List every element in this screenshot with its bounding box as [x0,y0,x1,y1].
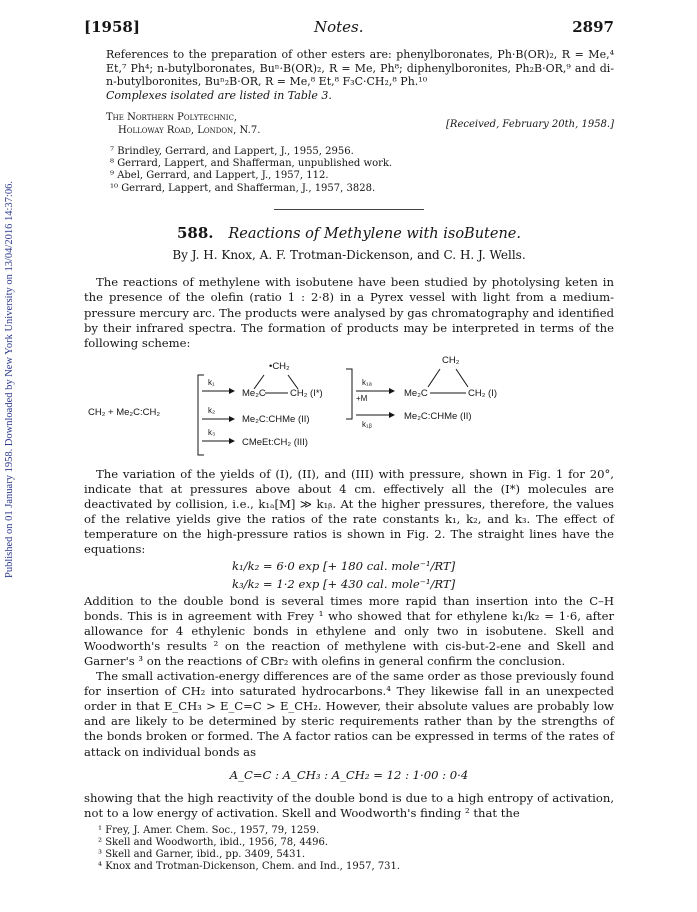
label-k1: k₁ [208,377,215,387]
address-block [84,112,614,137]
header-section: Notes. [314,18,364,36]
section-divider [274,209,424,210]
reaction-scheme-drawing [84,355,614,463]
scheme-brace-right [346,369,352,419]
article-number: 588. [177,224,214,243]
arrowhead-k2 [229,416,235,422]
address-line-2: Holloway Road, London, N.7. [118,124,261,136]
ring-left: Me₂C [242,387,266,399]
ring-top: •CH₂ [269,360,290,372]
address-line-1: The Northern Polytechnic, [106,112,238,124]
footnote-3: ³ Skell and Garner, ibid., pp. 3409, 5431. [98,848,306,860]
equation-2: k₃/k₂ = 1·2 exp [+ 430 cal. mole⁻¹/RT] [232,576,456,591]
ring2-bond-2 [456,369,468,387]
ring2-top: CH₂ [442,354,460,366]
paragraph-5: showing that the high reactivity of the double bond is due to a high entropy of activation, not to a low energy of activation. Skell and Woodworth's finding ² that the [84,790,614,820]
paragraph-1: The reactions of methylene with isobutene have been studied by photolysing keten in the presence of the olefin (ratio 1 : 2·8) in a Pyrex vessel with light from a medium-pressure mercury arc. The products were analysed by gas chromatography and identified by their infrared spectra. The formation of products may be interpreted in terms of the following scheme: [84,275,614,350]
received-date: [Received, February 20th, 1958.] [446,118,614,130]
preceding-note-text [84,48,614,102]
arrowhead-k3 [229,438,235,444]
article-body [84,275,614,821]
article-title [84,226,614,242]
download-watermark: Published on 01 January 1958. Downloaded by New York University on 13/04/2016 14:37:06. [4,181,15,579]
ring-right: CH₂ (I*) [290,387,323,399]
product-b: Me₂C:CHMe (II) [404,410,472,422]
footnote-7: ⁷ Brindley, Gerrard, and Lappert, J., 1955, 2956. [110,145,354,157]
equation-3: A_C=C : A_CH₃ : A_CH₂ = 12 : 1·00 : 0·4 [229,767,469,782]
ring2-right: CH₂ (I) [468,387,498,399]
ring-bond-1 [254,375,264,389]
equation-1: k₁/k₂ = 6·0 exp [+ 180 cal. mole⁻¹/RT] [232,559,456,574]
product-III: CMeEt:CH₂ (III) [242,436,308,448]
header-year: [1958] [84,18,140,36]
complexes-line: Complexes isolated are listed in Table 3. [106,88,332,102]
footnotes [84,825,614,873]
paragraph-4: The small activation-energy differences are of the same order as those previously found for insertion of CH₂ into saturated hydrocarbons.⁴ They likewise fall in an unexpected order in that E_CH₃ > E_C=C > E_CH₂. However, their absolute values are probably low and are likely to be determined by steric requirements rather than by the strengths of the bonds broken or formed. The A factor ratios can be expressed in terms of the rates of attack on individual bonds as [84,669,614,759]
footnote-4: ⁴ Knox and Trotman-Dickenson, Chem. and Ind., 1957, 731. [98,860,401,872]
article-title-text: Reactions of Methylene with isoButene. [228,226,521,243]
arrowhead-k1a [389,388,395,394]
label-k1a: k₁ₐ [362,377,372,387]
ring-bond-2 [288,375,298,389]
footnote-2: ² Skell and Woodworth, ibid., 1956, 78, 4496. [98,836,329,848]
footnote-1: ¹ Frey, J. Amer. Chem. Soc., 1957, 79, 1259. [98,824,320,836]
label-k3: k₃ [208,427,216,437]
page-number: 2897 [572,18,614,36]
paragraph-3: Addition to the double bond is several times more rapid than insertion into the C–H bonds. This is in agreement with Frey ¹ who showed that for ethylene k₁/k₂ = 1·6, after allowance for 4 ethylenic bonds in ethylene and only two in isobutene. Skell and Woodworth's results ² on the reaction of methylene with cis-but-2-ene and Skell and Garner's ³ on the reactions of CBr₂ with olefins in general confirm the conclusion. [84,593,614,668]
page-body [84,20,614,873]
scheme-reactant: CH₂ + Me₂C:CH₂ [88,406,161,418]
label-plus-m: +M [356,393,368,403]
ring2-bond-1 [428,369,440,387]
product-II: Me₂C:CHMe (II) [242,413,310,425]
footnote-9: ⁹ Abel, Gerrard, and Lappert, J., 1957, 112. [110,170,329,182]
article-authors: By J. H. Knox, A. F. Trotman-Dickenson, and C. H. J. Wells. [172,248,526,263]
reaction-scheme [84,355,614,463]
running-header [84,20,614,48]
footnote-10: ¹⁰ Gerrard, Lappert, and Shafferman, J., 1957, 3828. [110,182,376,194]
ring2-left: Me₂C [404,387,428,399]
label-k2: k₂ [208,405,216,415]
refs-paragraph: References to the preparation of other esters are: phenylboronates, Ph·B(OR)₂, R = Me,⁴ Et,⁷ Ph⁴; n-butylboronates, Buⁿ·B(OR)₂, R = Me, Ph⁸; diphenylboronites, Ph₂B·OR,⁹ and di-n-butylboronites, Buⁿ₂B·OR, R = Me,⁸ Et,⁸ F₃C·CH₂,⁸ Ph.¹⁰ [106,48,614,89]
arrowhead-k1b [389,412,395,418]
arrowhead-k1 [229,388,235,394]
paragraph-2: The variation of the yields of (I), (II), and (III) with pressure, shown in Fig. 1 for 20°, indicate that at pressures above about 4 cm. effectively all the (I*) molecules are deactivated by collision, i.e., k₁ₐ[M] ≫ k₁ᵦ. At the higher pressures, therefore, the values of the relative yields give the ratios of the rate constants k₁, k₂, and k₃. The effect of temperature on the high-pressure ratios is shown in Fig. 2. The straight lines have the equations: [84,466,614,557]
scheme-brace-left [198,375,204,455]
preceding-footnotes [84,146,614,196]
footnote-8: ⁸ Gerrard, Lappert, and Shafferman, unpublished work. [110,157,393,169]
label-k1b: k₁ᵦ [362,419,372,429]
